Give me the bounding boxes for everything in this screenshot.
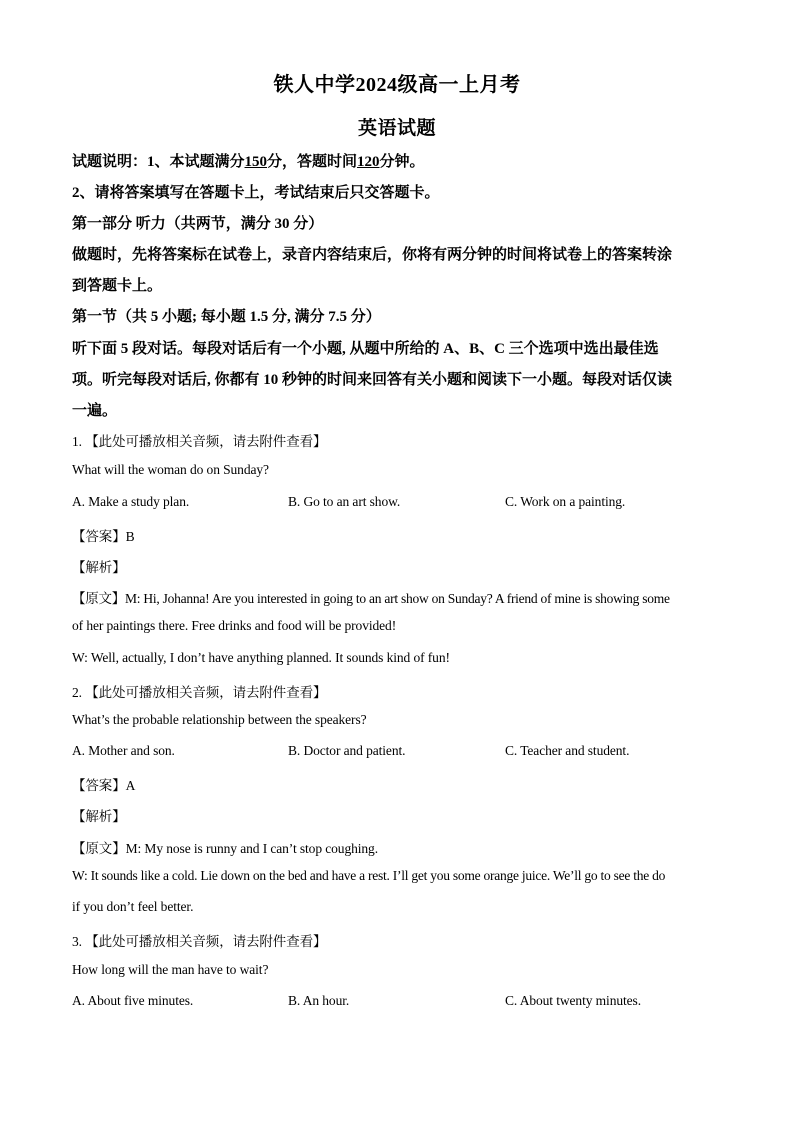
exam-title: 铁人中学2024级高一上月考 xyxy=(273,74,521,96)
question-1-answer: 【答案】B xyxy=(72,529,135,544)
section1-directions-line-3: 一遍。 xyxy=(72,403,118,419)
section1-directions-line-1: 听下面 5 段对话。每段对话后有一个小题, 从题中所给的 A、B、C 三个选项中选出最佳选 xyxy=(72,341,659,357)
question-2-option-a: A. Mother and son. xyxy=(72,743,175,758)
question-2-transcript-line-1: 【原文】M: My nose is runny and I can’t stop coughing. xyxy=(72,841,378,856)
question-2-transcript-line-2: W: It sounds like a cold. Lie down on the bed and have a rest. I’ll get you some orange juice. We’ll go to see the do xyxy=(72,868,666,883)
question-3-header[interactable]: 3. 【此处可播放相关音频，请去附件查看】 xyxy=(72,934,327,949)
question-1-header[interactable]: 1. 【此处可播放相关音频，请去附件查看】 xyxy=(72,434,327,449)
question-3-stem: How long will the man have to wait? xyxy=(72,962,269,977)
question-1-transcript-line-1: 【原文】M: Hi, Johanna! Are you interested in going to an art show on Sunday? A friend of mine is showing some xyxy=(72,591,670,606)
instructions-mid: 分，答题时间 xyxy=(267,154,358,170)
question-3-option-a: A. About five minutes. xyxy=(72,993,194,1008)
question-1-option-a: A. Make a study plan. xyxy=(72,494,190,509)
question-3-option-c: C. About twenty minutes. xyxy=(505,993,641,1008)
instructions-prefix: 试题说明：1、本试题满分 xyxy=(72,154,245,170)
question-2-header[interactable]: 2. 【此处可播放相关音频，请去附件查看】 xyxy=(72,685,327,700)
part1-intro-line-1: 做题时，先将答案标在试卷上，录音内容结束后，你将有两分钟的时间将试卷上的答案转涂 xyxy=(72,247,673,263)
instructions-line-1 xyxy=(72,150,425,171)
question-2-answer: 【答案】A xyxy=(72,778,136,793)
question-2-transcript-line-3: if you don’t feel better. xyxy=(72,899,194,914)
instructions-suffix: 分钟。 xyxy=(379,154,425,170)
instructions-line-2: 2、请将答案填写在答题卡上，考试结束后只交答题卡。 xyxy=(72,185,440,201)
exam-subtitle: 英语试题 xyxy=(357,118,436,139)
part1-heading: 第一部分 听力（共两节，满分 30 分） xyxy=(72,216,324,232)
question-3-option-b: B. An hour. xyxy=(288,993,350,1008)
exam-time: 120 xyxy=(357,154,380,170)
question-1-transcript-line-3: W: Well, actually, I don’t have anything planned. It sounds kind of fun! xyxy=(72,650,450,665)
question-2-analysis-label: 【解析】 xyxy=(72,809,126,824)
question-2-option-c: C. Teacher and student. xyxy=(505,743,630,758)
section1-directions-line-2: 项。听完每段对话后, 你都有 10 秒钟的时间来回答有关小题和阅读下一小题。每段对话仅读 xyxy=(72,372,673,388)
part1-intro-line-2: 到答题卡上。 xyxy=(72,278,163,294)
question-1-option-b: B. Go to an art show. xyxy=(288,494,401,509)
question-2-stem: What’s the probable relationship between the speakers? xyxy=(72,712,367,727)
question-1-stem: What will the woman do on Sunday? xyxy=(72,462,269,477)
question-1-analysis-label: 【解析】 xyxy=(72,560,126,575)
question-2-option-b: B. Doctor and patient. xyxy=(288,743,406,758)
section1-heading: 第一节（共 5 小题; 每小题 1.5 分, 满分 7.5 分） xyxy=(72,309,381,325)
question-1-option-c: C. Work on a painting. xyxy=(505,494,626,509)
question-1-transcript-line-2: of her paintings there. Free drinks and food will be provided! xyxy=(72,618,397,633)
full-score: 150 xyxy=(244,154,268,170)
